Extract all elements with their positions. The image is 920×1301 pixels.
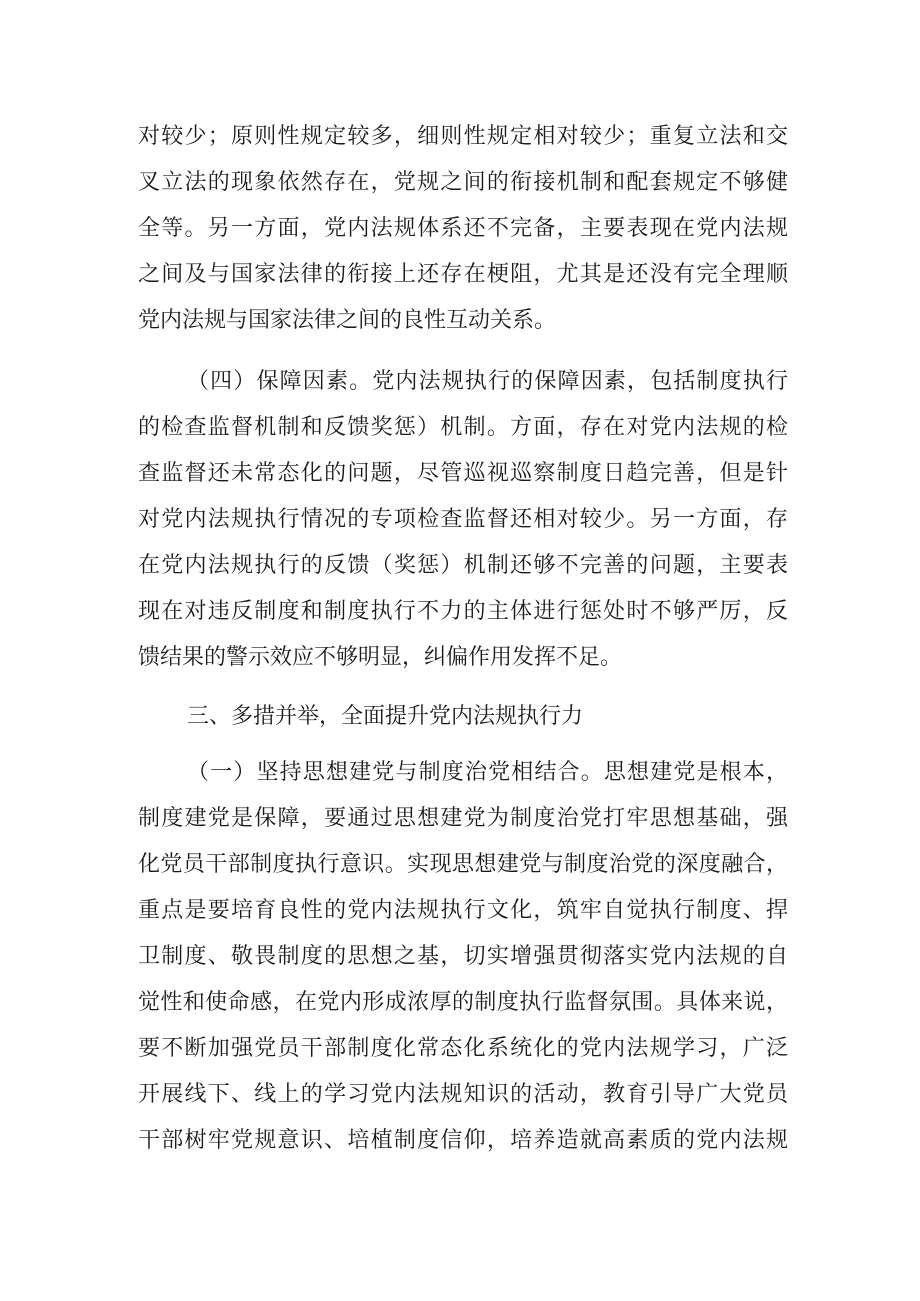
text-line: 干部树牢党规意识、培植制度信仰，培养造就高素质的党内法规 — [138, 1128, 788, 1153]
text-line: 重点是要培育良性的党内法规执行文化，筑牢自觉执行制度、捍 — [138, 898, 788, 923]
section-heading: 三、多措并举，全面提升党内法规执行力 — [187, 704, 584, 729]
text-line: 制度建党是保障，要通过思想建党为制度治党打牢思想基础，强 — [138, 806, 788, 831]
paragraph-first-line: （四）保障因素。党内法规执行的保障因素，包括制度执行 — [187, 369, 788, 394]
text-line: 馈结果的警示效应不够明显，纠偏作用发挥不足。 — [138, 645, 623, 670]
text-line: 化党员干部制度执行意识。实现思想建党与制度治党的深度融合， — [138, 852, 788, 877]
text-line: 觉性和使命感，在党内形成浓厚的制度执行监督氛围。具体来说， — [138, 990, 788, 1015]
text-line: 要不断加强党员干部制度化常态化系统化的党内法规学习，广泛 — [138, 1036, 788, 1061]
text-line: 卫制度、敬畏制度的思想之基，切实增强贯彻落实党内法规的自 — [138, 944, 788, 969]
text-line: 在党内法规执行的反馈（奖惩）机制还够不完善的问题，主要表 — [138, 553, 788, 578]
text-line: 的检查监督机制和反馈奖惩）机制。方面，存在对党内法规的检 — [138, 415, 788, 440]
text-line: 现在对违反制度和制度执行不力的主体进行惩处时不够严厉，反 — [138, 599, 788, 624]
text-line: 党内法规与国家法律之间的良性互动关系。 — [138, 308, 557, 333]
text-line: 之间及与国家法律的衔接上还存在梗阻，尤其是还没有完全理顺 — [138, 262, 788, 287]
text-line: 对党内法规执行情况的专项检查监督还相对较少。另一方面，存 — [138, 507, 788, 532]
text-line: 对较少；原则性规定较多，细则性规定相对较少；重复立法和交 — [138, 124, 788, 149]
paragraph-first-line: （一）坚持思想建党与制度治党相结合。思想建党是根本， — [187, 760, 788, 785]
text-line: 开展线下、线上的学习党内法规知识的活动，教育引导广大党员 — [138, 1082, 788, 1107]
text-line: 叉立法的现象依然存在，党规之间的衔接机制和配套规定不够健 — [138, 170, 788, 195]
text-line: 查监督还未常态化的问题，尽管巡视巡察制度日趋完善，但是针 — [138, 461, 788, 486]
text-line: 全等。另一方面，党内法规体系还不完备，主要表现在党内法规 — [138, 216, 788, 241]
